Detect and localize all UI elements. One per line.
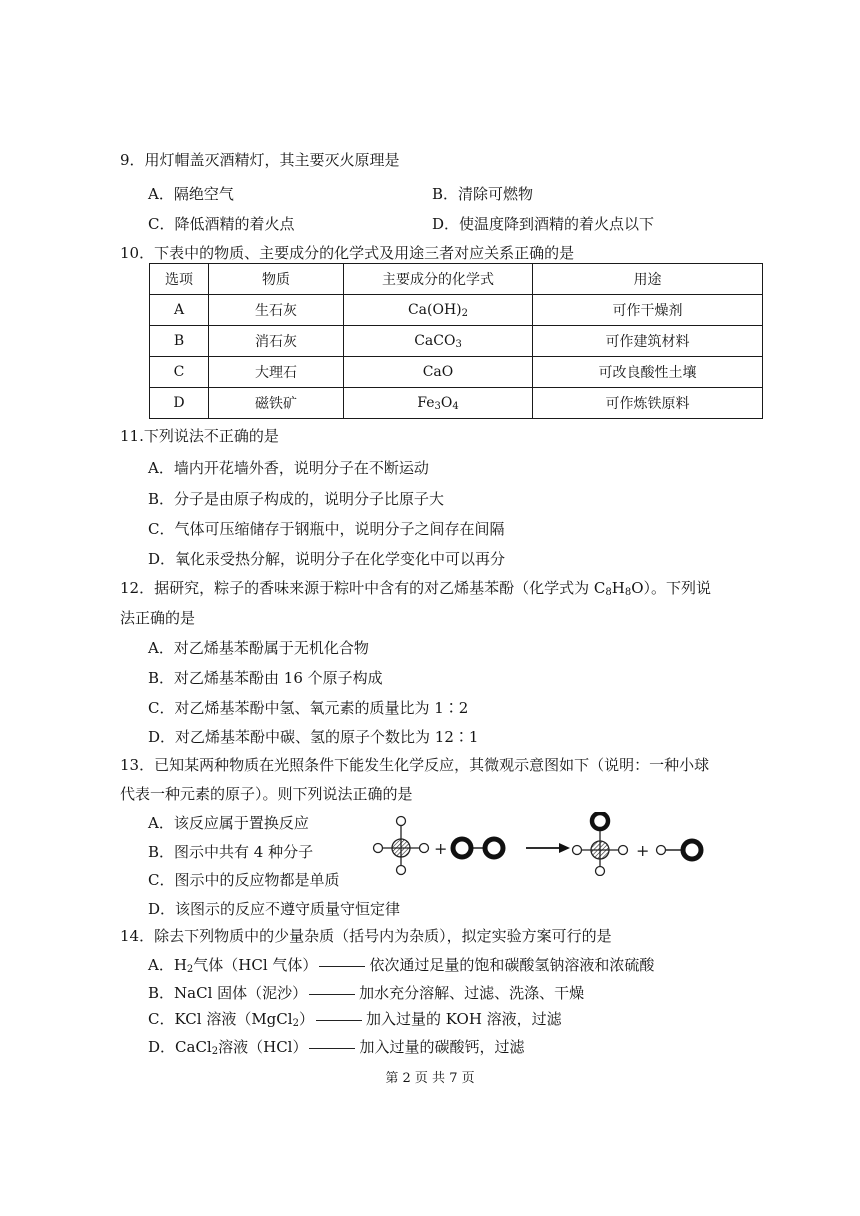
table-cell: 大理石 (209, 357, 344, 388)
table-cell: 可作建筑材料 (533, 326, 763, 357)
q12-stem-line1: 12．据研究，粽子的香味来源于粽叶中含有的对乙烯基苯酚（化学式为 $C_8H_8O$）。下列说 (120, 579, 711, 598)
q13-option-b: B．图示中共有 4 种分子 (148, 843, 314, 861)
dash-line (309, 994, 355, 995)
q9-stem: 9．用灯帽盖灭酒精灯，其主要灭火原理是 (120, 151, 400, 169)
q13-stem-line2: 代表一种元素的原子）。则下列说法正确的是 (120, 785, 413, 803)
q12-option-b: B．对乙烯基苯酚由 16 个原子构成 (148, 669, 383, 687)
q14-option-b: B．NaCl 固体（泥沙） 加水充分溶解、过滤、洗涤、干燥 (148, 984, 585, 1002)
q13-option-c: C．图示中的反应物都是单质 (148, 871, 340, 889)
q12-stem-line2: 法正确的是 (120, 609, 196, 627)
q11-option-c: C．气体可压缩储存于钢瓶中，说明分子之间存在间隔 (148, 520, 505, 538)
table-cell-formula: CaO (344, 357, 533, 388)
reactant-molecule-2 (453, 839, 503, 857)
table-row (150, 326, 763, 357)
table-cell: 磁铁矿 (209, 388, 344, 419)
page-number-footer: 第 2 页 共 7 页 (385, 1071, 475, 1086)
table-cell: 可作炼铁原料 (533, 388, 763, 419)
q11-option-a: A．墙内开花墙外香，说明分子在不断运动 (148, 459, 429, 477)
product-molecule-1 (573, 813, 628, 876)
plus-sign: + (636, 841, 650, 860)
dash-line (309, 1048, 355, 1049)
table-cell-formula: $Ca(OH)_2$ (344, 295, 533, 326)
table-cell: 消石灰 (209, 326, 344, 357)
q12-option-c: C．对乙烯基苯酚中氢、氧元素的质量比为 1∶2 (148, 699, 469, 717)
q13-stem-line1: 13．已知某两种物质在光照条件下能发生化学反应，其微观示意图如下（说明：一种小球 (120, 756, 710, 774)
table-cell: B (150, 326, 209, 357)
table-header: 选项 (150, 264, 209, 295)
q10-table (149, 263, 763, 419)
table-cell: 可作干燥剂 (533, 295, 763, 326)
q9-option-d: D．使温度降到酒精的着火点以下 (432, 215, 655, 233)
q9-option-c: C．降低酒精的着火点 (148, 215, 295, 233)
q11-option-d: D．氧化汞受热分解，说明分子在化学变化中可以再分 (148, 550, 506, 568)
table-cell: A (150, 295, 209, 326)
q14-option-a: A．$H_2$气体（HCl 气体） 依次通过足量的饱和碳酸氢钠溶液和浓硫酸 (148, 956, 655, 975)
q12-option-d: D．对乙烯基苯酚中碳、氢的原子个数比为 12∶1 (148, 728, 479, 746)
reaction-microscopic-diagram (368, 812, 718, 876)
table-header: 用途 (533, 264, 763, 295)
q13-option-a: A．该反应属于置换反应 (148, 814, 309, 832)
q12-option-a: A．对乙烯基苯酚属于无机化合物 (148, 639, 369, 657)
table-cell: C (150, 357, 209, 388)
table-header-row (150, 264, 763, 295)
q14-stem: 14．除去下列物质中的少量杂质（括号内为杂质），拟定实验方案可行的是 (120, 927, 612, 945)
table-cell: 可改良酸性土壤 (533, 357, 763, 388)
q14-option-c: C．KCl 溶液（MgCl$_2$） 加入过量的 KOH 溶液，过滤 (148, 1010, 562, 1029)
q9-option-b: B．清除可燃物 (432, 185, 534, 203)
table-row (150, 357, 763, 388)
q9-option-a: A．隔绝空气 (148, 185, 234, 203)
dash-line (316, 1020, 362, 1021)
table-row (150, 388, 763, 419)
q14-option-d: D．CaCl$_2$溶液（HCl） 加入过量的碳酸钙，过滤 (148, 1038, 525, 1057)
reactant-molecule-1 (374, 817, 429, 875)
dash-line (319, 966, 365, 967)
q11-option-b: B．分子是由原子构成的，说明分子比原子大 (148, 490, 445, 508)
plus-sign: + (434, 839, 448, 858)
reaction-arrow (526, 843, 570, 853)
table-cell-formula: CaCO$_3$ (344, 326, 533, 357)
table-cell: D (150, 388, 209, 419)
table-cell: 生石灰 (209, 295, 344, 326)
q11-stem: 11.下列说法不正确的是 (120, 427, 279, 445)
q13-option-d: D．该图示的反应不遵守质量守恒定律 (148, 900, 401, 918)
table-header: 物质 (209, 264, 344, 295)
product-molecule-2 (657, 841, 702, 859)
table-row (150, 295, 763, 326)
table-cell-formula: $Fe_3O_4$ (344, 388, 533, 419)
table-header: 主要成分的化学式 (344, 264, 533, 295)
q10-stem: 10．下表中的物质、主要成分的化学式及用途三者对应关系正确的是 (120, 244, 575, 262)
